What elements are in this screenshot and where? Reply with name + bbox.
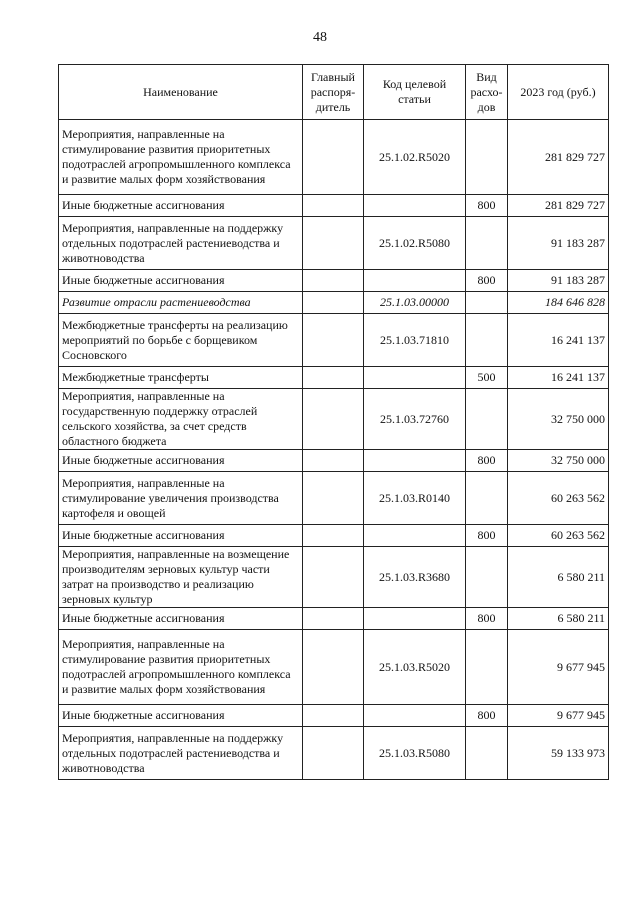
table-row <box>59 472 609 525</box>
cell-code: 25.1.03.72760 <box>364 389 466 450</box>
table-row <box>59 525 609 547</box>
cell-amount: 91 183 287 <box>508 270 609 292</box>
cell-type: 800 <box>466 608 508 630</box>
table-row <box>59 367 609 389</box>
cell-type <box>466 314 508 367</box>
table-row <box>59 270 609 292</box>
table-row <box>59 314 609 367</box>
cell-name: Мероприятия, направленные на возмещение производителям зерновых культур части затрат на производство и реализацию зерновых культур <box>59 547 303 608</box>
cell-name: Иные бюджетные ассигнования <box>59 608 303 630</box>
header-type: Вид расхо-дов <box>466 65 508 120</box>
cell-amount: 9 677 945 <box>508 630 609 705</box>
cell-code: 25.1.03.71810 <box>364 314 466 367</box>
cell-name: Иные бюджетные ассигнования <box>59 270 303 292</box>
cell-name: Мероприятия, направленные на поддержку отдельных подотраслей растениеводства и животноводства <box>59 727 303 780</box>
table-row <box>59 608 609 630</box>
cell-amount: 32 750 000 <box>508 450 609 472</box>
cell-code <box>364 450 466 472</box>
cell-admin <box>303 450 364 472</box>
budget-table <box>58 64 609 780</box>
header-name: Наименование <box>59 65 303 120</box>
table-row <box>59 195 609 217</box>
cell-admin <box>303 314 364 367</box>
table-header-row <box>59 65 609 120</box>
cell-name: Развитие отрасли растениеводства <box>59 292 303 314</box>
cell-amount: 281 829 727 <box>508 120 609 195</box>
cell-amount: 9 677 945 <box>508 705 609 727</box>
cell-code <box>364 270 466 292</box>
cell-amount: 60 263 562 <box>508 525 609 547</box>
table-row-section <box>59 292 609 314</box>
cell-name: Межбюджетные трансферты на реализацию мероприятий по борьбе с борщевиком Сосновского <box>59 314 303 367</box>
cell-name: Иные бюджетные ассигнования <box>59 195 303 217</box>
cell-amount: 16 241 137 <box>508 367 609 389</box>
cell-code: 25.1.03.R3680 <box>364 547 466 608</box>
table-row <box>59 630 609 705</box>
cell-code <box>364 705 466 727</box>
cell-name: Мероприятия, направленные на поддержку отдельных подотраслей растениеводства и животноводства <box>59 217 303 270</box>
cell-code <box>364 525 466 547</box>
header-code: Код целевой статьи <box>364 65 466 120</box>
cell-type: 800 <box>466 525 508 547</box>
header-admin: Главный распоря-дитель <box>303 65 364 120</box>
cell-name: Иные бюджетные ассигнования <box>59 450 303 472</box>
cell-name: Мероприятия, направленные на стимулирование развития приоритетных подотраслей агропромышленного комплекса и развитие малых форм хозяйствования <box>59 630 303 705</box>
cell-name: Межбюджетные трансферты <box>59 367 303 389</box>
cell-name: Мероприятия, направленные на государственную поддержку отраслей сельского хозяйства, за счет средств областного бюджета <box>59 389 303 450</box>
cell-admin <box>303 292 364 314</box>
cell-type <box>466 217 508 270</box>
page-number: 48 <box>313 30 327 45</box>
cell-amount: 60 263 562 <box>508 472 609 525</box>
cell-code <box>364 608 466 630</box>
cell-amount: 32 750 000 <box>508 389 609 450</box>
cell-type <box>466 292 508 314</box>
cell-admin <box>303 705 364 727</box>
table-row <box>59 450 609 472</box>
cell-admin <box>303 608 364 630</box>
cell-name: Иные бюджетные ассигнования <box>59 525 303 547</box>
cell-admin <box>303 472 364 525</box>
table-row <box>59 389 609 450</box>
cell-admin <box>303 630 364 705</box>
table-row <box>59 547 609 608</box>
cell-admin <box>303 547 364 608</box>
cell-type: 800 <box>466 450 508 472</box>
cell-type <box>466 547 508 608</box>
cell-name: Иные бюджетные ассигнования <box>59 705 303 727</box>
cell-name: Мероприятия, направленные на стимулирование развития приоритетных подотраслей агропромышленного комплекса и развитие малых форм хозяйствования <box>59 120 303 195</box>
cell-type <box>466 630 508 705</box>
header-amount: 2023 год (руб.) <box>508 65 609 120</box>
cell-code: 25.1.03.R0140 <box>364 472 466 525</box>
cell-code: 25.1.02.R5080 <box>364 217 466 270</box>
table-row <box>59 120 609 195</box>
cell-admin <box>303 727 364 780</box>
cell-code <box>364 367 466 389</box>
cell-type <box>466 389 508 450</box>
cell-code <box>364 195 466 217</box>
table-row <box>59 727 609 780</box>
cell-admin <box>303 525 364 547</box>
cell-admin <box>303 217 364 270</box>
cell-type <box>466 472 508 525</box>
cell-amount: 16 241 137 <box>508 314 609 367</box>
cell-amount: 6 580 211 <box>508 608 609 630</box>
cell-code: 25.1.02.R5020 <box>364 120 466 195</box>
cell-admin <box>303 195 364 217</box>
cell-amount: 184 646 828 <box>508 292 609 314</box>
cell-admin <box>303 367 364 389</box>
cell-admin <box>303 389 364 450</box>
cell-amount: 281 829 727 <box>508 195 609 217</box>
table-row <box>59 705 609 727</box>
cell-type <box>466 727 508 780</box>
cell-amount: 6 580 211 <box>508 547 609 608</box>
cell-amount: 91 183 287 <box>508 217 609 270</box>
cell-type: 500 <box>466 367 508 389</box>
cell-type: 800 <box>466 195 508 217</box>
cell-code: 25.1.03.R5080 <box>364 727 466 780</box>
cell-admin <box>303 270 364 292</box>
table-row <box>59 217 609 270</box>
cell-admin <box>303 120 364 195</box>
cell-name: Мероприятия, направленные на стимулирование увеличения производства картофеля и овощей <box>59 472 303 525</box>
cell-type: 800 <box>466 705 508 727</box>
cell-type: 800 <box>466 270 508 292</box>
cell-amount: 59 133 973 <box>508 727 609 780</box>
cell-type <box>466 120 508 195</box>
cell-code: 25.1.03.R5020 <box>364 630 466 705</box>
cell-code: 25.1.03.00000 <box>364 292 466 314</box>
